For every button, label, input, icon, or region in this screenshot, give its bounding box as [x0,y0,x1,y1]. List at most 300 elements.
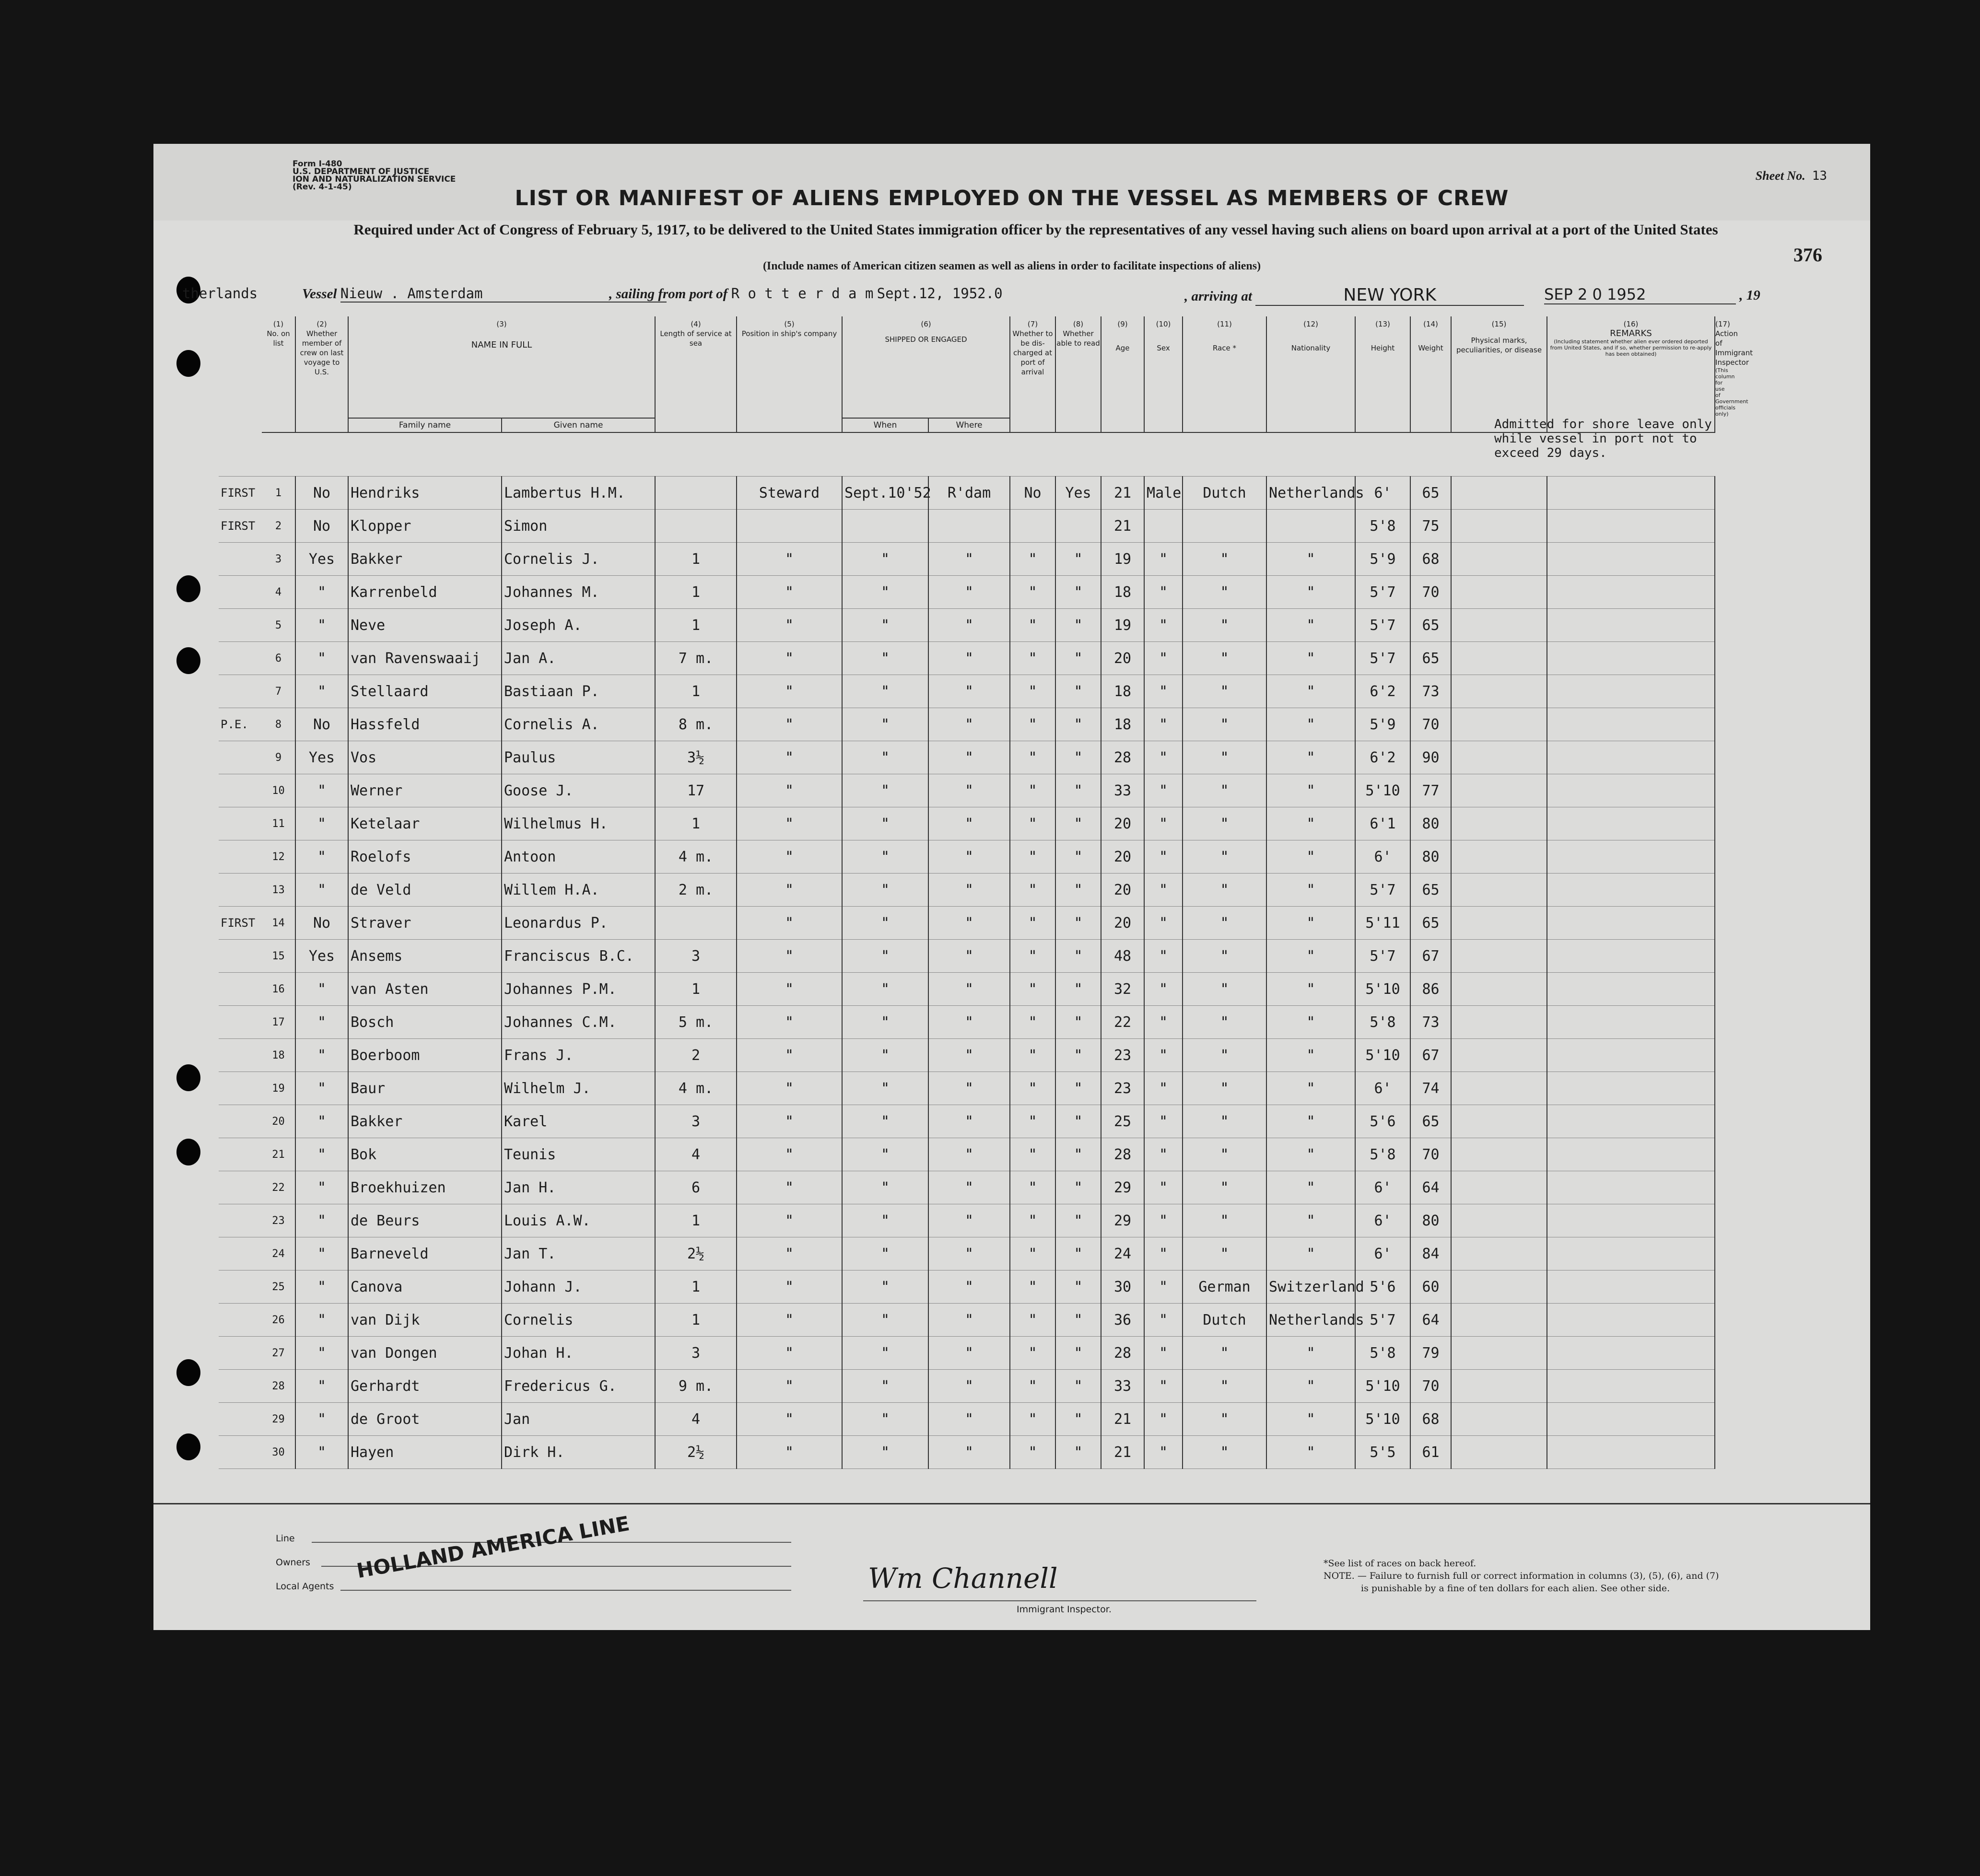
cell-age: 28 [1101,1138,1144,1171]
cell-discharged: No [1010,477,1055,510]
cell-when: " [842,741,928,774]
cell-weight: 77 [1410,774,1451,807]
crew-row [219,1337,1907,1370]
cell-service [655,907,737,940]
cell-position: " [737,1105,842,1138]
cell-family: van Ravenswaaij [348,642,502,675]
cell-race: " [1183,576,1266,609]
cell-race: " [1183,1039,1266,1072]
cell-no: 14 [262,907,295,940]
cell-sex: " [1144,973,1183,1006]
punch-hole [176,1064,200,1091]
cell-prev: " [295,1403,348,1436]
crew-row [219,774,1907,807]
cell-where: " [928,1370,1010,1403]
cell-where: " [928,609,1010,642]
cell-discharged: " [1010,1171,1055,1204]
cell-remarks [1547,576,1715,609]
inspector-label: Immigrant Inspector. [1017,1604,1112,1615]
cell-nationality: " [1266,1105,1355,1138]
departure-port: R o t t e r d a m [731,285,874,302]
cell-no: 3 [262,543,295,576]
cell-weight: 64 [1410,1304,1451,1337]
cell-family: Bakker [348,1105,502,1138]
penalty-note: NOTE. — Failure to furnish full or correct information in columns (3), (5), (6), and (7) [1324,1571,1719,1581]
cell-age: 28 [1101,1337,1144,1370]
cell-nationality: " [1266,940,1355,973]
cell-prev: " [295,576,348,609]
cell-where: " [928,708,1010,741]
cell-family: Ketelaar [348,807,502,840]
cell-remarks [1547,477,1715,510]
cell-prev: " [295,840,348,874]
cell-phys [1451,675,1547,708]
crew-row [219,1039,1907,1072]
cell-mark: P.E. [219,708,262,741]
cell-given: Simon [502,510,655,543]
col-when-header: When [842,418,928,432]
cell-mark [219,1105,262,1138]
col-service-header: (4) Length of service at sea [655,316,737,418]
cell-phys [1451,774,1547,807]
cell-when: " [842,807,928,840]
col-race-header: (11) Race * [1183,316,1266,418]
cell-phys [1451,1138,1547,1171]
footer-notes [1324,1557,1719,1595]
cell-weight: 65 [1410,1105,1451,1138]
cell-read: " [1055,543,1101,576]
cell-family: Klopper [348,510,502,543]
cell-race: " [1183,1337,1266,1370]
cell-sex: " [1144,741,1183,774]
cell-sex: " [1144,576,1183,609]
cell-race: " [1183,741,1266,774]
crew-row [219,477,1907,510]
cell-race: " [1183,1436,1266,1469]
cell-given: Wilhelm J. [502,1072,655,1105]
cell-remarks [1547,675,1715,708]
cell-nationality: " [1266,1072,1355,1105]
cell-where: " [928,1105,1010,1138]
cell-service: 3 [655,1105,737,1138]
cell-read: " [1055,1304,1101,1337]
cell-no: 11 [262,807,295,840]
cell-age: 21 [1101,1403,1144,1436]
cell-prev: " [295,1436,348,1469]
cell-when: " [842,675,928,708]
cell-mark [219,1270,262,1304]
cell-discharged: " [1010,1138,1055,1171]
cell-service: 7 m. [655,642,737,675]
cell-phys [1451,642,1547,675]
cell-mark [219,774,262,807]
cell-nationality: " [1266,774,1355,807]
cell-given: Louis A.W. [502,1204,655,1237]
cell-age: 23 [1101,1072,1144,1105]
cell-when: " [842,907,928,940]
cell-when [842,510,928,543]
cell-discharged: " [1010,1337,1055,1370]
cell-given: Jan H. [502,1171,655,1204]
form-department: U.S. DEPARTMENT OF JUSTICE [293,167,430,176]
cell-mark [219,1370,262,1403]
cell-service: 1 [655,1204,737,1237]
cell-mark [219,1237,262,1270]
cell-height: 5'10 [1355,1039,1410,1072]
col-name-header: (3) NAME IN FULL [348,316,655,418]
cell-service: 4 m. [655,1072,737,1105]
cell-prev: " [295,1270,348,1304]
cell-position: " [737,576,842,609]
cell-when: " [842,708,928,741]
cell-service: 4 [655,1138,737,1171]
cell-discharged: " [1010,675,1055,708]
arriving-label: , arriving at [1184,289,1252,304]
cell-prev: " [295,1006,348,1039]
cell-family: Hendriks [348,477,502,510]
cell-phys [1451,1072,1547,1105]
cell-race [1183,510,1266,543]
cell-phys [1451,940,1547,973]
cell-prev: " [295,1370,348,1403]
crew-row [219,1072,1907,1105]
cell-family: de Beurs [348,1204,502,1237]
cell-when: " [842,774,928,807]
cell-weight: 70 [1410,708,1451,741]
crew-row [219,940,1907,973]
cell-race: " [1183,973,1266,1006]
cell-sex: " [1144,840,1183,874]
cell-when: " [842,576,928,609]
cell-where: " [928,1237,1010,1270]
cell-nationality: Switzerland [1266,1270,1355,1304]
cell-mark [219,973,262,1006]
cell-age: 21 [1101,1436,1144,1469]
cell-height: 6'1 [1355,807,1410,840]
cell-read [1055,510,1101,543]
cell-discharged: " [1010,973,1055,1006]
cell-phys [1451,1006,1547,1039]
cell-where: " [928,940,1010,973]
cell-mark: FIRST [219,907,262,940]
cell-given: Jan A. [502,642,655,675]
cell-race: " [1183,1138,1266,1171]
cell-given: Bastiaan P. [502,675,655,708]
cell-no: 20 [262,1105,295,1138]
cell-service: 1 [655,1304,737,1337]
cell-when: " [842,1039,928,1072]
cell-where: " [928,840,1010,874]
cell-prev: " [295,1171,348,1204]
cell-prev: " [295,675,348,708]
cell-race: " [1183,940,1266,973]
cell-weight: 80 [1410,1204,1451,1237]
cell-weight: 67 [1410,1039,1451,1072]
cell-where: " [928,1039,1010,1072]
manifest-sheet [153,144,1870,1630]
agents-label: Local Agents [276,1581,334,1592]
cell-sex: Male [1144,477,1183,510]
form-number: Form I-480 [293,159,342,169]
cell-remarks [1547,510,1715,543]
cell-no: 28 [262,1370,295,1403]
cell-given: Willem H.A. [502,874,655,907]
cell-age: 36 [1101,1304,1144,1337]
cell-prev: " [295,1039,348,1072]
cell-race: " [1183,874,1266,907]
cell-position: " [737,741,842,774]
cell-position: Steward [737,477,842,510]
cell-remarks [1547,1370,1715,1403]
cell-discharged: " [1010,1072,1055,1105]
cell-discharged: " [1010,609,1055,642]
cell-sex: " [1144,807,1183,840]
cell-height: 6' [1355,477,1410,510]
cell-remarks [1547,1270,1715,1304]
cell-when: " [842,1337,928,1370]
cell-prev: " [295,1138,348,1171]
races-note: *See list of races on back hereof. [1324,1558,1476,1569]
cell-weight: 70 [1410,1138,1451,1171]
cell-sex [1144,510,1183,543]
cell-phys [1451,907,1547,940]
arrival-port: NEW YORK [1255,285,1524,306]
cell-read: " [1055,840,1101,874]
vessel-label: Vessel [302,286,337,302]
cell-position: " [737,940,842,973]
cell-height: 6' [1355,840,1410,874]
cell-given: Lambertus H.M. [502,477,655,510]
crew-row [219,874,1907,907]
cell-mark [219,940,262,973]
cell-service: 9 m. [655,1370,737,1403]
cell-nationality: " [1266,741,1355,774]
cell-discharged: " [1010,940,1055,973]
cell-family: Canova [348,1270,502,1304]
crew-row [219,1436,1907,1469]
cell-given: Johannes P.M. [502,973,655,1006]
cell-prev: " [295,973,348,1006]
cell-phys [1451,1171,1547,1204]
cell-read: " [1055,1237,1101,1270]
cell-discharged: " [1010,1105,1055,1138]
cell-no: 16 [262,973,295,1006]
cell-family: van Asten [348,973,502,1006]
cell-height: 5'6 [1355,1105,1410,1138]
crew-row [219,1006,1907,1039]
cell-phys [1451,510,1547,543]
cell-remarks [1547,708,1715,741]
cell-prev: No [295,708,348,741]
cell-where: " [928,1270,1010,1304]
cell-mark [219,807,262,840]
cell-when: " [842,840,928,874]
cell-weight: 80 [1410,807,1451,840]
cell-where: " [928,576,1010,609]
cell-no: 4 [262,576,295,609]
cell-race: " [1183,1171,1266,1204]
cell-given: Cornelis [502,1304,655,1337]
cell-race: " [1183,675,1266,708]
form-service: ION AND NATURALIZATION SERVICE [293,175,456,184]
cell-mark: FIRST [219,477,262,510]
cell-race: " [1183,543,1266,576]
cell-given: Goose J. [502,774,655,807]
cell-height: 5'10 [1355,1370,1410,1403]
cell-family: Vos [348,741,502,774]
cell-where: " [928,1304,1010,1337]
cell-mark [219,1204,262,1237]
cell-no: 15 [262,940,295,973]
cell-family: Gerhardt [348,1370,502,1403]
cell-height: 5'7 [1355,642,1410,675]
cell-family: Barneveld [348,1237,502,1270]
cell-remarks [1547,609,1715,642]
cell-discharged: " [1010,807,1055,840]
cell-no: 19 [262,1072,295,1105]
cell-no: 5 [262,609,295,642]
voyage-port [609,285,1003,313]
cell-read: " [1055,1105,1101,1138]
cell-weight: 67 [1410,940,1451,973]
cell-when: " [842,874,928,907]
cell-prev: No [295,510,348,543]
cell-discharged: " [1010,576,1055,609]
cell-phys [1451,1039,1547,1072]
cell-position: " [737,1304,842,1337]
cell-read: " [1055,1039,1101,1072]
cell-nationality: " [1266,874,1355,907]
cell-when: " [842,1072,928,1105]
sheet-value: 13 [1812,169,1827,183]
cell-read: " [1055,741,1101,774]
cell-position: " [737,1337,842,1370]
sailing-label: , sailing from port of [609,286,728,302]
cell-sex: " [1144,874,1183,907]
cell-nationality: " [1266,642,1355,675]
cell-service: 3 [655,940,737,973]
crew-row [219,675,1907,708]
cell-phys [1451,576,1547,609]
year-label: , 19 [1739,288,1760,303]
cell-mark [219,1072,262,1105]
cell-family: de Groot [348,1403,502,1436]
cell-sex: " [1144,940,1183,973]
cell-race: " [1183,708,1266,741]
cell-when: " [842,1006,928,1039]
cell-remarks [1547,807,1715,840]
cell-when: " [842,609,928,642]
cell-service: 1 [655,543,737,576]
cell-where: " [928,874,1010,907]
cell-height: 5'7 [1355,940,1410,973]
punch-hole [176,575,200,602]
cell-position: " [737,1006,842,1039]
cell-given: Paulus [502,741,655,774]
cell-family: Straver [348,907,502,940]
cell-discharged: " [1010,1304,1055,1337]
cell-discharged: " [1010,1039,1055,1072]
cell-discharged: " [1010,1204,1055,1237]
cell-when: " [842,1105,928,1138]
cell-no: 2 [262,510,295,543]
cell-given: Jan T. [502,1237,655,1270]
cell-service [655,477,737,510]
cell-age: 20 [1101,840,1144,874]
cell-position: " [737,1237,842,1270]
cell-remarks [1547,1204,1715,1237]
cell-no: 10 [262,774,295,807]
cell-remarks [1547,1237,1715,1270]
cell-phys [1451,477,1547,510]
cell-position: " [737,1039,842,1072]
cell-discharged: " [1010,543,1055,576]
voyage-arrival [1184,285,1524,313]
cell-where: " [928,973,1010,1006]
crew-row [219,1138,1907,1171]
cell-height: 5'6 [1355,1270,1410,1304]
col-family-name-header: Family name [348,418,502,432]
cell-race: " [1183,1204,1266,1237]
cell-when: Sept.10'52 [842,477,928,510]
cell-race: Dutch [1183,477,1266,510]
cell-prev: " [295,1337,348,1370]
cell-no: 1 [262,477,295,510]
cell-mark [219,1171,262,1204]
manifest-footer [153,1503,1870,1630]
cell-age: 18 [1101,708,1144,741]
cell-sex: " [1144,1039,1183,1072]
crew-row [219,741,1907,774]
cell-service: 8 m. [655,708,737,741]
cell-read: " [1055,1270,1101,1304]
cell-nationality: " [1266,907,1355,940]
cell-weight: 65 [1410,907,1451,940]
cell-read: Yes [1055,477,1101,510]
cell-position: " [737,907,842,940]
cell-remarks [1547,940,1715,973]
cell-service: 3½ [655,741,737,774]
cell-read: " [1055,1072,1101,1105]
cell-mark [219,642,262,675]
cell-service [655,510,737,543]
cell-read: " [1055,576,1101,609]
cell-given: Johann J. [502,1270,655,1304]
cell-given: Franciscus B.C. [502,940,655,973]
cell-where: " [928,543,1010,576]
cell-family: Werner [348,774,502,807]
cell-no: 6 [262,642,295,675]
cell-family: Baur [348,1072,502,1105]
punch-hole [176,1359,200,1386]
cell-service: 4 [655,1403,737,1436]
cell-nationality: " [1266,840,1355,874]
cell-remarks [1547,1436,1715,1469]
cell-race: " [1183,840,1266,874]
cell-weight: 84 [1410,1237,1451,1270]
cell-remarks [1547,907,1715,940]
cell-prev: " [295,874,348,907]
crew-table-body [219,432,1907,1469]
cell-discharged: " [1010,1270,1055,1304]
cell-height: 5'5 [1355,1436,1410,1469]
cell-read: " [1055,1171,1101,1204]
cell-weight: 70 [1410,1370,1451,1403]
cell-mark: FIRST [219,510,262,543]
cell-age: 19 [1101,543,1144,576]
cell-position: " [737,642,842,675]
cell-nationality: " [1266,1403,1355,1436]
